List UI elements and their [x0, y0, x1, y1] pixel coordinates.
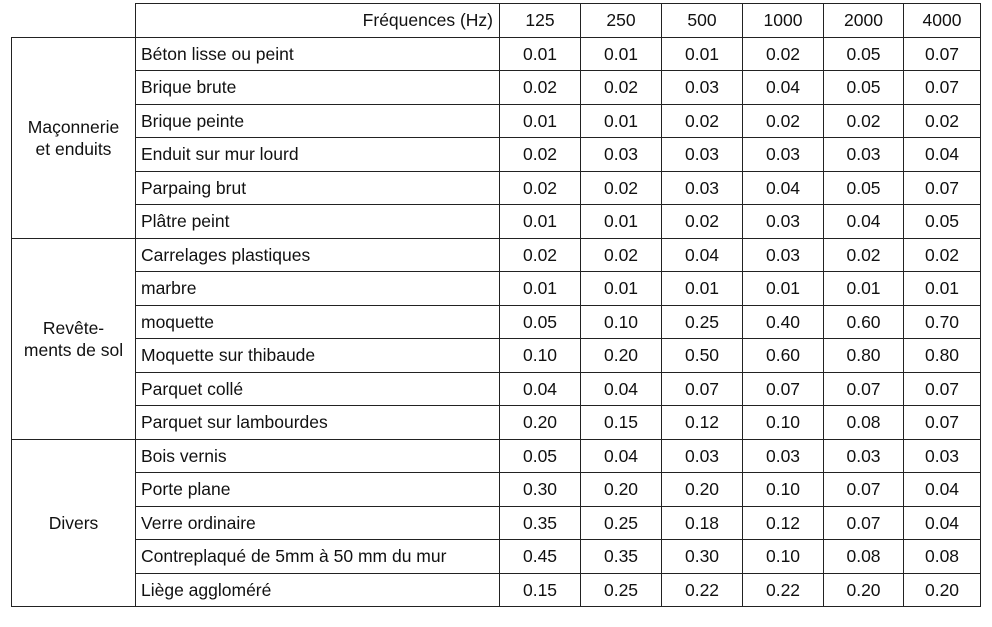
absorption-value: 0.05	[500, 305, 581, 339]
absorption-value: 0.20	[824, 573, 904, 607]
table-row	[12, 339, 981, 373]
absorption-value: 0.03	[743, 238, 824, 272]
category-cell	[12, 439, 136, 607]
absorption-value: 0.03	[743, 138, 824, 172]
header-row	[12, 4, 981, 38]
absorption-value: 0.02	[743, 104, 824, 138]
absorption-value: 0.05	[500, 439, 581, 473]
frequency-1000: 1000	[743, 4, 824, 38]
absorption-value: 0.02	[581, 238, 662, 272]
table-row	[12, 305, 981, 339]
absorption-value: 0.02	[662, 205, 743, 239]
table-row	[12, 372, 981, 406]
absorption-value: 0.02	[500, 138, 581, 172]
absorption-value: 0.02	[581, 71, 662, 105]
absorption-value: 0.20	[581, 473, 662, 507]
absorption-value: 0.07	[824, 473, 904, 507]
absorption-value: 0.02	[581, 171, 662, 205]
table-row	[12, 506, 981, 540]
absorption-value: 0.05	[824, 37, 904, 71]
material-name: Porte plane	[136, 473, 500, 507]
absorption-value: 0.01	[500, 37, 581, 71]
material-name: Parquet sur lambourdes	[136, 406, 500, 440]
absorption-value: 0.25	[581, 506, 662, 540]
absorption-value: 0.05	[904, 205, 981, 239]
absorption-value: 0.07	[904, 406, 981, 440]
absorption-value: 0.08	[824, 406, 904, 440]
absorption-value: 0.50	[662, 339, 743, 373]
absorption-value: 0.01	[581, 205, 662, 239]
frequency-250: 250	[581, 4, 662, 38]
absorption-value: 0.01	[662, 272, 743, 306]
absorption-value: 0.04	[581, 439, 662, 473]
absorption-value: 0.03	[824, 439, 904, 473]
absorption-value: 0.35	[500, 506, 581, 540]
frequency-2000: 2000	[824, 4, 904, 38]
frequency-500: 500	[662, 4, 743, 38]
absorption-value: 0.03	[743, 439, 824, 473]
absorption-value: 0.02	[500, 238, 581, 272]
absorption-value: 0.07	[824, 506, 904, 540]
absorption-value: 0.35	[581, 540, 662, 574]
table-row	[12, 171, 981, 205]
absorption-value: 0.22	[743, 573, 824, 607]
absorption-value: 0.20	[904, 573, 981, 607]
table-row	[12, 473, 981, 507]
material-name: Carrelages plastiques	[136, 238, 500, 272]
absorption-value: 0.04	[904, 138, 981, 172]
material-name: Plâtre peint	[136, 205, 500, 239]
frequency-125: 125	[500, 4, 581, 38]
absorption-value: 0.30	[662, 540, 743, 574]
absorption-value: 0.04	[743, 71, 824, 105]
material-name: Béton lisse ou peint	[136, 37, 500, 71]
absorption-value: 0.03	[824, 138, 904, 172]
absorption-value: 0.08	[904, 540, 981, 574]
absorption-value: 0.01	[662, 37, 743, 71]
absorption-value: 0.10	[581, 305, 662, 339]
absorption-value: 0.20	[500, 406, 581, 440]
absorption-value: 0.30	[500, 473, 581, 507]
category-cell	[12, 37, 136, 238]
absorption-value: 0.04	[824, 205, 904, 239]
absorption-value: 0.04	[743, 171, 824, 205]
category-label-line: ments de sol	[23, 339, 124, 360]
absorption-value: 0.07	[904, 372, 981, 406]
category-cell	[12, 238, 136, 439]
category-label-line: Maçonnerie	[27, 116, 120, 137]
absorption-value: 0.45	[500, 540, 581, 574]
category-label-line: Divers	[48, 512, 99, 533]
absorption-value: 0.80	[824, 339, 904, 373]
table-row	[12, 238, 981, 272]
absorption-value: 0.80	[904, 339, 981, 373]
absorption-value: 0.10	[743, 540, 824, 574]
absorption-value: 0.15	[500, 573, 581, 607]
absorption-value: 0.07	[904, 71, 981, 105]
absorption-value: 0.02	[904, 238, 981, 272]
absorption-value: 0.12	[743, 506, 824, 540]
absorption-value: 0.18	[662, 506, 743, 540]
absorption-value: 0.07	[743, 372, 824, 406]
absorption-value: 0.10	[743, 473, 824, 507]
header-blank-cell	[12, 4, 136, 38]
absorption-value: 0.07	[904, 171, 981, 205]
absorption-value: 0.05	[824, 71, 904, 105]
absorption-value: 0.07	[824, 372, 904, 406]
absorption-value: 0.03	[662, 138, 743, 172]
table-row	[12, 406, 981, 440]
absorption-value: 0.08	[824, 540, 904, 574]
absorption-value: 0.15	[581, 406, 662, 440]
material-name: moquette	[136, 305, 500, 339]
absorption-value: 0.04	[904, 473, 981, 507]
absorption-value: 0.70	[904, 305, 981, 339]
absorption-value: 0.01	[904, 272, 981, 306]
absorption-value: 0.25	[581, 573, 662, 607]
frequency-4000: 4000	[904, 4, 981, 38]
table-row	[12, 138, 981, 172]
frequency-header-label: Fréquences (Hz)	[136, 4, 500, 38]
absorption-table	[11, 3, 981, 607]
material-name: Brique brute	[136, 71, 500, 105]
material-name: Verre ordinaire	[136, 506, 500, 540]
absorption-value: 0.04	[904, 506, 981, 540]
table-row	[12, 272, 981, 306]
absorption-value: 0.02	[824, 238, 904, 272]
table-row	[12, 71, 981, 105]
absorption-value: 0.02	[662, 104, 743, 138]
absorption-value: 0.07	[662, 372, 743, 406]
absorption-value: 0.60	[824, 305, 904, 339]
category-label-line: et enduits	[35, 138, 112, 159]
absorption-value: 0.22	[662, 573, 743, 607]
absorption-value: 0.01	[500, 205, 581, 239]
table-row	[12, 104, 981, 138]
absorption-value: 0.01	[581, 104, 662, 138]
absorption-value: 0.01	[743, 272, 824, 306]
absorption-value: 0.03	[662, 171, 743, 205]
table-row	[12, 37, 981, 71]
material-name: Parquet collé	[136, 372, 500, 406]
absorption-value: 0.20	[662, 473, 743, 507]
absorption-value: 0.10	[743, 406, 824, 440]
absorption-value: 0.10	[500, 339, 581, 373]
absorption-value: 0.01	[581, 272, 662, 306]
material-name: Parpaing brut	[136, 171, 500, 205]
table-row	[12, 573, 981, 607]
absorption-value: 0.25	[662, 305, 743, 339]
table-row	[12, 439, 981, 473]
absorption-value: 0.60	[743, 339, 824, 373]
absorption-value: 0.01	[500, 272, 581, 306]
table-row	[12, 540, 981, 574]
material-name: Liège aggloméré	[136, 573, 500, 607]
absorption-value: 0.01	[581, 37, 662, 71]
material-name: Brique peinte	[136, 104, 500, 138]
absorption-value: 0.01	[824, 272, 904, 306]
absorption-value: 0.40	[743, 305, 824, 339]
absorption-value: 0.07	[904, 37, 981, 71]
absorption-value: 0.03	[662, 71, 743, 105]
absorption-value: 0.03	[662, 439, 743, 473]
absorption-value: 0.04	[500, 372, 581, 406]
material-name: Bois vernis	[136, 439, 500, 473]
absorption-value: 0.12	[662, 406, 743, 440]
table-row	[12, 205, 981, 239]
absorption-value: 0.03	[581, 138, 662, 172]
absorption-value: 0.02	[743, 37, 824, 71]
table-body	[12, 4, 981, 607]
category-label-line: Revête-	[42, 317, 105, 338]
absorption-value: 0.03	[743, 205, 824, 239]
absorption-value: 0.02	[904, 104, 981, 138]
absorption-value: 0.03	[904, 439, 981, 473]
absorption-value: 0.04	[662, 238, 743, 272]
absorption-value: 0.02	[824, 104, 904, 138]
absorption-value: 0.04	[581, 372, 662, 406]
absorption-value: 0.05	[824, 171, 904, 205]
material-name: Moquette sur thibaude	[136, 339, 500, 373]
absorption-value: 0.01	[500, 104, 581, 138]
material-name: marbre	[136, 272, 500, 306]
absorption-value: 0.02	[500, 71, 581, 105]
material-name: Enduit sur mur lourd	[136, 138, 500, 172]
material-name: Contreplaqué de 5mm à 50 mm du mur	[136, 540, 500, 574]
absorption-value: 0.20	[581, 339, 662, 373]
absorption-value: 0.02	[500, 171, 581, 205]
